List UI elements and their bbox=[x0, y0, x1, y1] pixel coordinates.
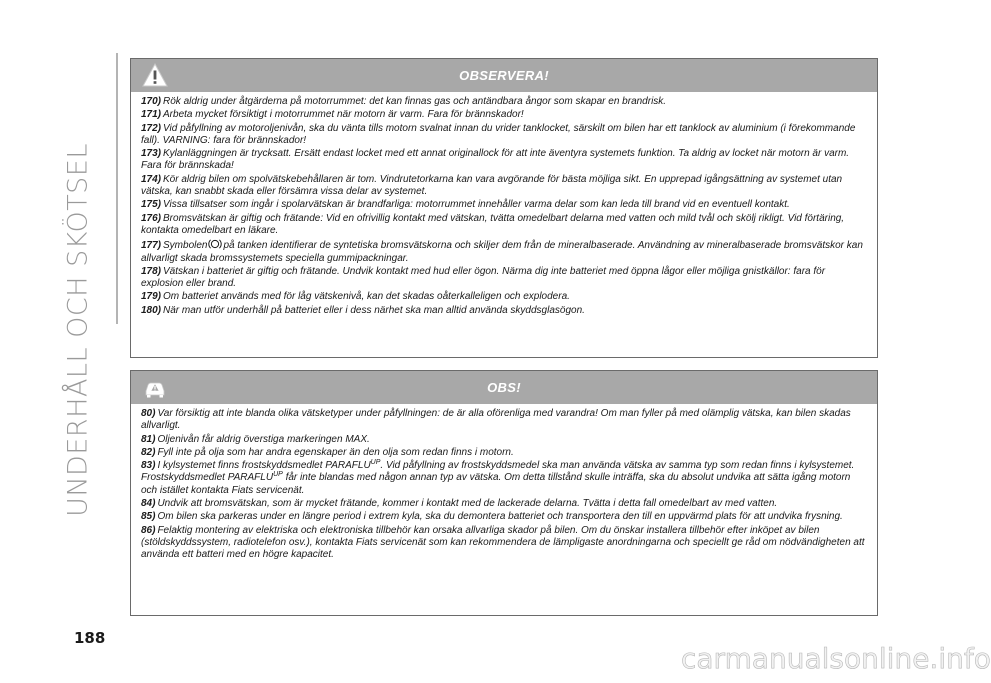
item-text: Oljenivån får aldrig överstiga markeringen MAX. bbox=[157, 433, 370, 445]
item-text: . Vid påfyllning av frostskyddsmedel ska man använda vätska av samma typ som redan finns i kylsystemet. Frostskyddsmedlet PARAFLU bbox=[141, 460, 855, 484]
warning-item bbox=[141, 148, 868, 173]
note-item bbox=[141, 511, 868, 523]
item-text: Kör aldrig bilen om spolvätskebehållaren är tom. Vindrutetorkarna kan vara avgörande för bästa möjliga sikt. En upprepad igångsättning av systemet utan vätska, kan snabbt skada eller försämra vissa delar av systemet. bbox=[141, 173, 843, 198]
item-text: Om batteriet används med för låg vätskenivå, kan det skadas oåterkalleligen och explodera. bbox=[163, 291, 570, 303]
item-text: Fyll inte på olja som har andra egenskaper än den olja som redan finns i motorn. bbox=[157, 446, 514, 458]
warning-item bbox=[141, 174, 868, 199]
note-item bbox=[141, 498, 868, 510]
item-text: Vid påfyllning av motoroljenivån, ska du vänta tills motorn svalnat innan du vrider tanklocket, särskilt om bilen har ett tanklock av aluminium (i förekommande fall). VARNING: fara för brännskador! bbox=[141, 122, 856, 146]
note-box bbox=[130, 370, 878, 616]
item-number: 177) bbox=[141, 240, 162, 252]
section-divider bbox=[116, 53, 118, 324]
warning-box-header bbox=[131, 59, 877, 92]
item-number: 174) bbox=[141, 173, 162, 185]
brake-fluid-icon bbox=[208, 238, 222, 250]
warning-item bbox=[141, 96, 868, 108]
item-number: 173) bbox=[141, 148, 162, 160]
item-number: 84) bbox=[141, 498, 156, 510]
item-text: Var försiktig att inte blanda olika vätsketyper under påfyllningen: de är alla oförenliga med varandra! Om man fyller på med olämplig vätska, kan bilen skadas allvarligt. bbox=[141, 408, 851, 432]
warning-item bbox=[141, 199, 868, 211]
warning-item bbox=[141, 109, 868, 121]
item-number: 86) bbox=[141, 524, 156, 536]
note-item bbox=[141, 460, 868, 497]
note-box-header bbox=[131, 371, 877, 404]
trademark-superscript: UP bbox=[273, 471, 283, 479]
item-number: 180) bbox=[141, 304, 162, 316]
warning-box-title: OBSERVERA! bbox=[459, 68, 549, 83]
warning-item bbox=[141, 305, 868, 317]
item-text: Kylanläggningen är trycksatt. Ersätt endast locket med ett annat originallock för att inte äventyra systemets funktion. Ta aldrig av locket när motorn är varm. Fara för brännskada! bbox=[141, 148, 850, 172]
item-text: I kylsystemet finns frostskyddsmedlet PARAFLU bbox=[157, 460, 371, 472]
warning-box bbox=[130, 58, 878, 358]
item-number: 179) bbox=[141, 291, 162, 303]
item-number: 80) bbox=[141, 408, 156, 419]
item-text: När man utför underhåll på batteriet eller i dess närhet ska man alltid använda skyddsglasögon. bbox=[163, 304, 585, 316]
item-text: på tanken identifierar de syntetiska bromsvätskorna och skiljer dem från de mineralbaserade. Användning av mineralbaserade bromsvätskor kan allvarligt skada bromssystemets speciella gummipackningar. bbox=[141, 240, 863, 264]
item-number: 175) bbox=[141, 199, 162, 211]
note-item bbox=[141, 447, 868, 459]
item-text: får inte blandas med någon annan typ av vätska. Om detta tillstånd skulle inträffa, ska du absolut undvika att sätta igång motorn och istället kontakta Fiats servicenät. bbox=[141, 472, 851, 496]
item-text: Felaktig montering av elektriska och elektroniska tillbehör kan orsaka allvarliga skador på bilen. Om du önskar installera tillbehör efter inköpet av bilen (stöldskyddssystem, radiotelefon osv.), kontakta Fiats servicenät som kan rekommendera de lämpligaste anordningarna och speciellt ge råd om nödvändigheten att använda ett batteri med en högre kapacitet. bbox=[141, 524, 865, 561]
item-number: 171) bbox=[141, 109, 162, 121]
note-list bbox=[131, 404, 877, 562]
car-warning-icon bbox=[141, 374, 169, 400]
item-text: Undvik att bromsvätskan, som är mycket frätande, kommer i kontakt med de lackerade delarna. Tvätta i detta fall omedelbart av med vatten. bbox=[157, 498, 778, 510]
item-text: Symbolen bbox=[163, 240, 208, 252]
item-number: 176) bbox=[141, 212, 162, 224]
item-text: Vissa tillsatser som ingår i spolarvätskan är brandfarliga: motorrummet innehåller varma delar som kan leda till brand vid en eventuell kontakt. bbox=[163, 199, 790, 211]
trademark-superscript: UP bbox=[370, 459, 381, 467]
item-number: 170) bbox=[141, 96, 162, 107]
item-number: 178) bbox=[141, 265, 162, 277]
item-text: Bromsvätskan är giftig och frätande: Vid en ofrivillig kontakt med vätskan, tvätta omedelbart delarna med vatten och mild tvål och skölj rikligt. Vid förtäring, kontakta omedelbart en läkare. bbox=[141, 212, 845, 236]
warning-item bbox=[141, 238, 868, 265]
item-number: 85) bbox=[141, 511, 156, 523]
note-item bbox=[141, 408, 868, 433]
page-number: 188 bbox=[74, 629, 106, 647]
warning-list bbox=[131, 92, 877, 317]
item-number: 81) bbox=[141, 433, 156, 445]
item-text: Rök aldrig under åtgärderna på motorrummet: det kan finnas gas och antändbara ångor som skapar en brandrisk. bbox=[163, 96, 667, 107]
warning-item bbox=[141, 291, 868, 303]
item-number: 83) bbox=[141, 460, 156, 472]
item-text: Om bilen ska parkeras under en längre period i extrem kyla, ska du demontera batteriet och transportera den till en uppvärmd plats för att undvika frysning. bbox=[157, 511, 843, 523]
section-title-vertical: UNDERHÅLL OCH SKÖTSEL bbox=[62, 143, 94, 517]
item-text: Arbeta mycket försiktigt i motorrummet när motorn är varm. Fara för brännskador! bbox=[163, 109, 524, 121]
note-box-title: OBS! bbox=[487, 380, 521, 395]
item-number: 172) bbox=[141, 122, 162, 134]
note-item bbox=[141, 525, 868, 562]
item-number: 82) bbox=[141, 446, 156, 458]
warning-item bbox=[141, 123, 868, 148]
item-text: Vätskan i batteriet är giftig och frätande. Undvik kontakt med hud eller ögon. Närma dig inte batteriet med öppna lågor eller möjliga gnistkällor: fara för explosion eller brand. bbox=[141, 265, 826, 290]
watermark: carmanualsonline.info bbox=[681, 642, 991, 675]
note-item bbox=[141, 434, 868, 446]
warning-triangle-icon bbox=[141, 62, 169, 88]
warning-item bbox=[141, 266, 868, 291]
warning-item bbox=[141, 213, 868, 238]
